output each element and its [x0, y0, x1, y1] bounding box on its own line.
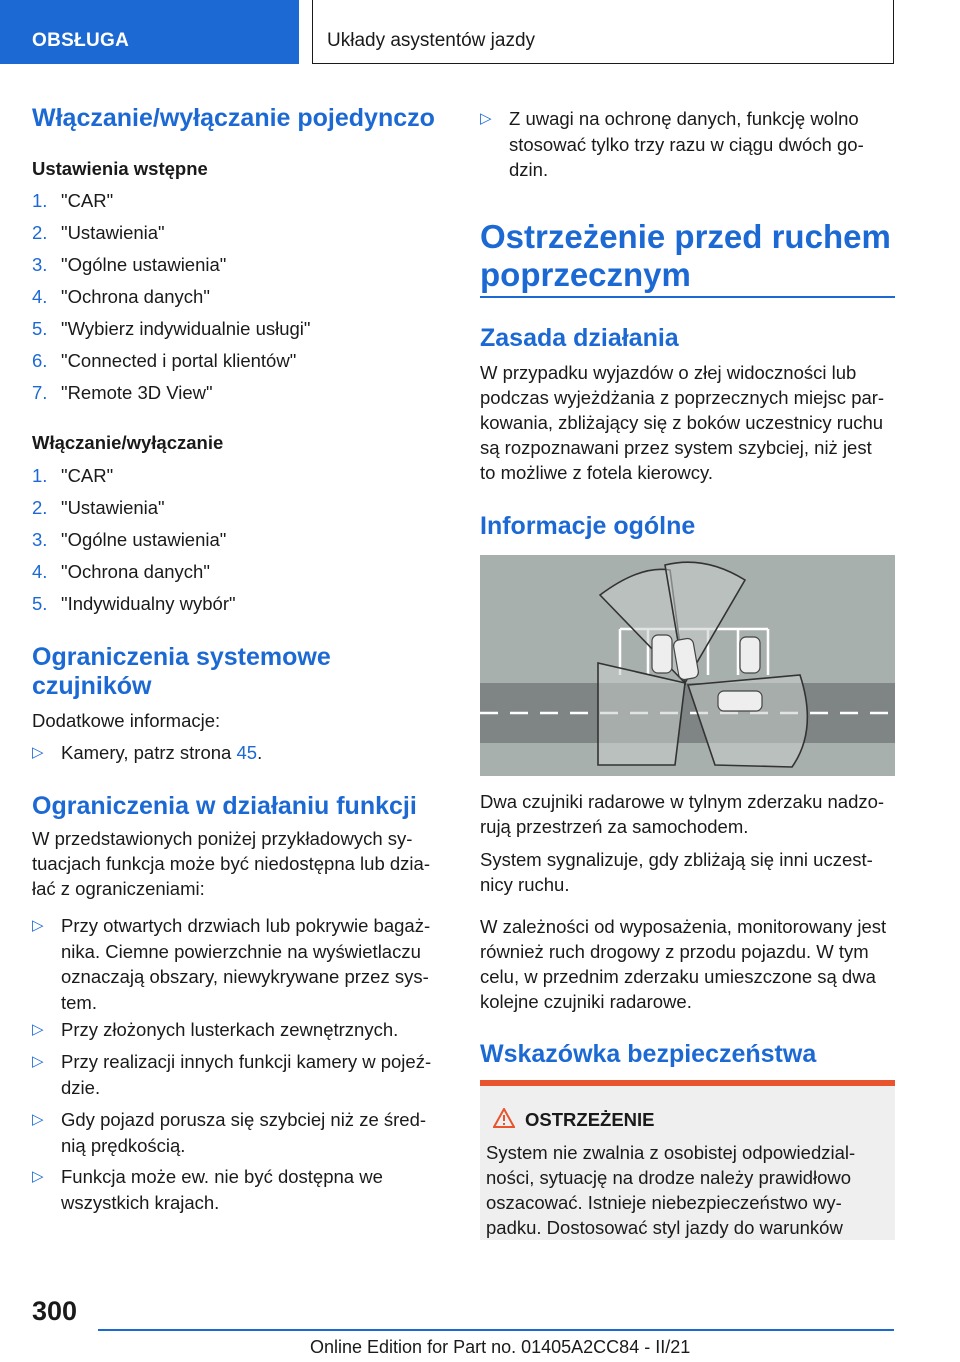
radar-text: Dwa czujniki radarowe w tylnym zderzaku nadzo- rują przestrzeń za samochodem. [480, 791, 885, 837]
triangle-right-icon: ▷ [32, 1111, 44, 1128]
main-heading: Ostrzeżenie przed ruchem poprzecznym [480, 218, 891, 293]
heading-general: Informacje ogólne [480, 512, 696, 540]
section-tab [0, 0, 299, 64]
chapter-header [312, 0, 894, 64]
footer-divider [98, 1329, 894, 1331]
principle-text: W przypadku wyjazdów o złej widoczności lub podczas wyjeżdżania z poprzecznych miejsc par- kowania, zbliżający się z boków uczestnicy ruchu są rozpoznawani przez system szybciej, niż jest to możliwe z fotela kierowcy. [480, 362, 885, 483]
heading-individual: Włączanie/wyłączanie pojedynczo [32, 104, 435, 132]
section-label: OBSŁUGA [32, 30, 130, 51]
triangle-right-icon: ▷ [32, 1053, 44, 1070]
warning-box [480, 1080, 895, 1240]
heading-sensor-limits: Ograniczenia systemowe czujników [32, 643, 331, 700]
triangle-right-icon: ▷ [32, 917, 44, 934]
warning-text: System nie zwalnia z osobistej odpowiedzial- ności, sytuację na drodze należy prawidłowo oszacować. Istnieje niebezpieczeństwo wy- padku. Dostosować styl jazdy do warunków [486, 1142, 856, 1238]
heading-onoff: Włączanie/wyłączanie [32, 432, 224, 453]
triangle-right-icon: ▷ [32, 744, 44, 761]
heading-safety: Wskazówka bezpieczeństwa [480, 1040, 817, 1068]
signals-text: System sygnalizuje, gdy zbliżają się inni uczest- nicy ruchu. [480, 849, 873, 895]
edition-text: Online Edition for Part no. 01405A2CC84 - II/21 [310, 1337, 691, 1357]
warning-triangle-icon [493, 1108, 515, 1128]
triangle-right-icon: ▷ [480, 110, 492, 127]
extra-info-label: Dodatkowe informacje: [32, 710, 221, 731]
heading-presets: Ustawienia wstępne [32, 158, 208, 179]
triangle-right-icon: ▷ [32, 1168, 44, 1185]
triangle-right-icon: ▷ [32, 1021, 44, 1038]
cross-traffic-illustration [480, 555, 895, 776]
warning-title: OSTRZEŻENIE [525, 1109, 655, 1130]
front-sensors-text: W zależności od wyposażenia, monitorowany jest również ruch drogowy z przodu pojazdu. W tym celu, w przednim zderzaku umieszczone są dwa kolejne czujniki radarowe. [480, 916, 887, 1012]
page-link[interactable]: 45 [236, 742, 258, 763]
heading-function-limits: Ograniczenia w działaniu funkcji [32, 792, 417, 820]
chapter-title: Układy asystentów jazdy [327, 30, 536, 51]
heading-divider [480, 296, 895, 298]
limits-intro: W przedstawionych poniżej przykładowych sy- tuacjach funkcja może być niedostępna lub dzia- łać z ograniczeniami: [32, 828, 430, 899]
page-number: 300 [32, 1296, 78, 1326]
heading-principle: Zasada działania [480, 324, 679, 352]
warning-bar [480, 1080, 895, 1086]
